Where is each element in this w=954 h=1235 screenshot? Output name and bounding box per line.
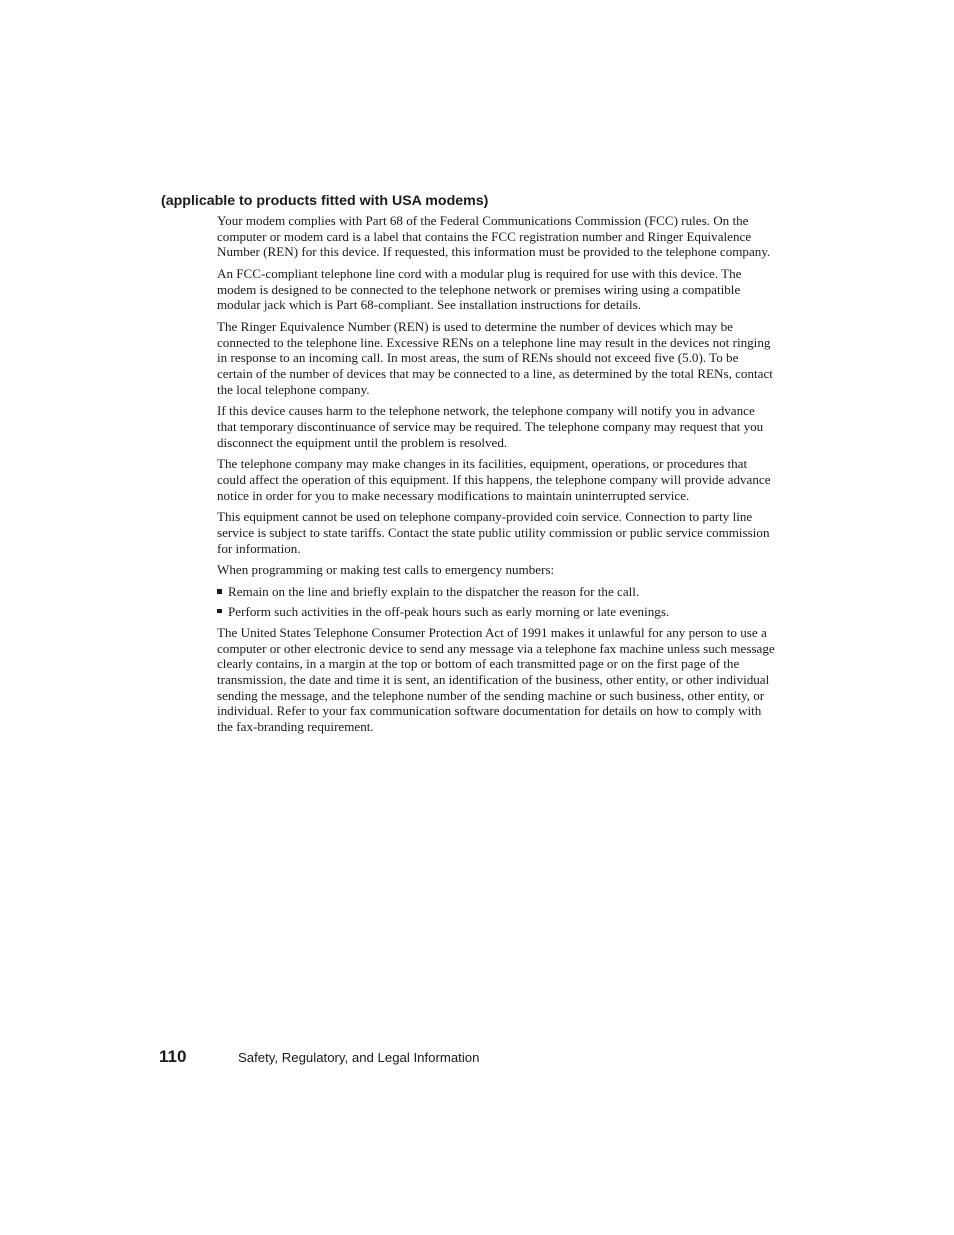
paragraph-ren: The Ringer Equivalence Number (REN) is used to determine the number of devices which may be connected to the telephone line. Excessive RENs on a telephone line may result in the devices not ringing in response to an incoming call. In most areas, the sum of RENs should not exceed five (5.0). To be certain of the number of devices that may be connected to a line, as determined by the total RENs, contact the local telephone company. — [217, 319, 773, 397]
paragraph-network-harm: If this device causes harm to the telephone network, the telephone company will notify you in advance that temporary discontinuance of service may be required. The telephone company may request that you disconnect the equipment until the problem is resolved. — [217, 403, 764, 450]
section-heading: (applicable to products fitted with USA modems) — [161, 193, 489, 209]
list-item-text: Perform such activities in the off-peak hours such as early morning or late evenings. — [228, 603, 670, 619]
paragraph-company-changes: The telephone company may make changes in its facilities, equipment, operations, or procedures that could affect the operation of this equipment. If this happens, the telephone company will provide advance notice in order for you to make necessary modifications to maintain uninterrupted service. — [217, 456, 771, 503]
paragraph-emergency-intro: When programming or making test calls to emergency numbers: — [217, 562, 555, 578]
bullet-icon — [217, 609, 222, 614]
paragraph-coin-service: This equipment cannot be used on telephone company-provided coin service. Connection to party line service is subject to state tariffs. Contact the state public utility commission or public service commission for information. — [217, 509, 770, 556]
paragraph-fcc-compliance: Your modem complies with Part 68 of the Federal Communications Commission (FCC) rules. On the computer or modem card is a label that contains the FCC registration number and Ringer Equivalence Number (REN) for this device. If requested, this information must be provided to the telephone company. — [217, 213, 771, 260]
paragraph-line-cord: An FCC-compliant telephone line cord with a modular plug is required for use with this device. The modem is designed to be connected to the telephone network or premises wiring using a compatible modular jack which is Part 68-compliant. See installation instructions for details. — [217, 266, 742, 313]
footer-title: Safety, Regulatory, and Legal Information — [238, 1050, 480, 1065]
list-item-text: Remain on the line and briefly explain to the dispatcher the reason for the call. — [228, 584, 640, 599]
emergency-list — [217, 584, 777, 619]
list-item — [217, 584, 777, 600]
list-item — [217, 604, 777, 620]
paragraph-tcpa: The United States Telephone Consumer Protection Act of 1991 makes it unlawful for any person to use a computer or other electronic device to send any message via a telephone fax machine unless such message clearly contains, in a margin at the top or bottom of each transmitted page or on the first page of the transmission, the date and time it is sent, an identification of the business, other entity, or other individual sending the message, and the telephone number of the sending machine or such business, other entity, or individual. Refer to your fax communication software documentation for details on how to comply with the fax-branding requirement. — [217, 624, 775, 735]
page-number: 110 — [159, 1047, 187, 1066]
section-body — [217, 213, 777, 741]
bullet-icon — [217, 589, 222, 594]
